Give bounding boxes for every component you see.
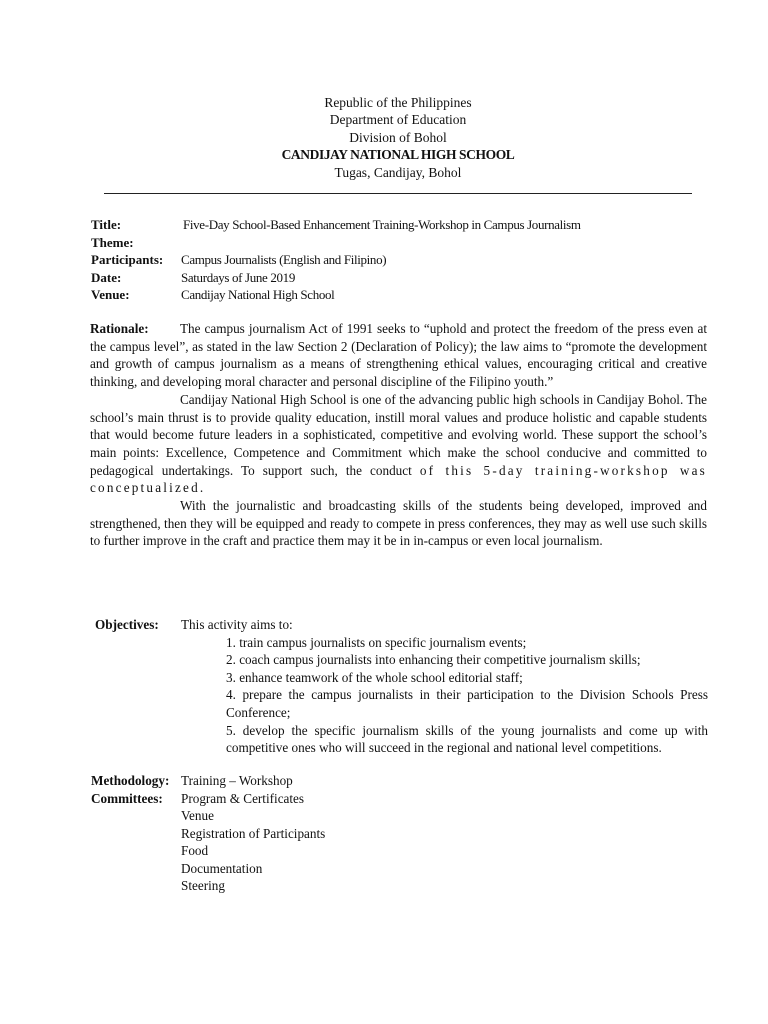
document-header [0,94,768,181]
committee-item: Program & Certificates [181,790,305,806]
date-label: Date: [91,269,122,285]
participants-label: Participants: [91,252,164,268]
objectives-intro: This activity aims to: [181,617,293,632]
objective-item: 1. train campus journalists on specific journalism events; [226,634,527,650]
rationale-p2-text: Candijay National High School is one of the advancing public high schools in Candijay Bohol. The school’s main thrust is to provide quality education, instill moral values and produce holistic and capable students that would become future leaders in a sophisticated, competitive and evolving world. These support the school’s main points: Excellence, Competence and Commitment which make the school conducive and committed to pedagogical undertakings. To support such, the conduct [90,391,707,478]
rationale-paragraph-3: With the journalistic and broadcasting skills of the students being developed, improved and strengthened, then they will be equipped and ready to compete in press conferences, they may as well use such skills to further improve in the craft and practice them may it be in in-campus or even local journalism. [90,498,707,549]
info-row-participants [91,251,581,269]
theme-label: Theme: [91,234,134,250]
methodology-label: Methodology: [91,773,170,788]
rationale-p1-text: The campus journalism Act of 1991 seeks to “uphold and protect the freedom of the press even at the campus level”, as stated in the law Section 2 (Declaration of Policy); the law aims to “promote the development and growth of campus journalism as a means of strengthening ethical values, encouraging critical and creative thinking, and developing moral character and personal discipline of the Filipino youth.” [90,321,707,390]
committee-item: Documentation [181,860,263,876]
rationale-label: Rationale: [90,321,149,336]
committees-row [91,790,304,808]
committee-item: Food [181,843,209,859]
title-label: Title: [91,217,122,232]
rationale-section [90,320,707,550]
rationale-p2-spaced-text: of this 5-day training-workshop was conceptualized. [90,462,708,496]
methodology-committees-section [91,772,304,807]
committee-item: Registration of Participants [181,825,326,841]
committee-item: Steering [181,878,225,894]
rationale-paragraph-1 [90,320,707,391]
header-school-name: CANDIJAY NATIONAL HIGH SCHOOL [281,147,515,163]
header-address: Tugas, Candijay, Bohol [334,164,462,180]
venue-value: Candijay National High School [181,287,335,303]
header-divider [104,193,692,194]
title-value: Five-Day School-Based Enhancement Training-Workshop in Campus Journalism [183,217,581,232]
header-department: Department of Education [329,112,467,128]
methodology-row [91,772,304,790]
committees-label: Committees: [91,790,163,806]
header-division: Division of Bohol [349,129,447,145]
date-value: Saturdays of June 2019 [181,269,295,285]
objectives-list [226,634,708,757]
objective-item: 4. prepare the campus journalists in their participation to the Division Schools Press Conference; [226,687,708,720]
info-row-date [91,269,581,287]
objective-item: 3. enhance teamwork of the whole school editorial staff; [226,669,523,685]
venue-label: Venue: [91,287,130,303]
objective-item: 5. develop the specific journalism skills of the young journalists and come up with competitive ones who will succeed in the regional and national level competitions. [226,722,708,756]
objectives-label: Objectives: [95,617,159,632]
committees-list [181,807,325,895]
participants-value: Campus Journalists (English and Filipino) [181,252,387,268]
methodology-value: Training – Workshop [181,773,293,788]
info-row-theme [91,234,581,252]
info-row-venue [91,286,581,304]
objective-item: 2. coach campus journalists into enhancing their competitive journalism skills; [226,652,641,668]
committee-item: Venue [181,808,214,823]
header-republic: Republic of the Philippines [324,95,472,110]
info-row-title [91,216,581,234]
activity-info [91,216,581,304]
rationale-paragraph-2 [90,391,707,497]
